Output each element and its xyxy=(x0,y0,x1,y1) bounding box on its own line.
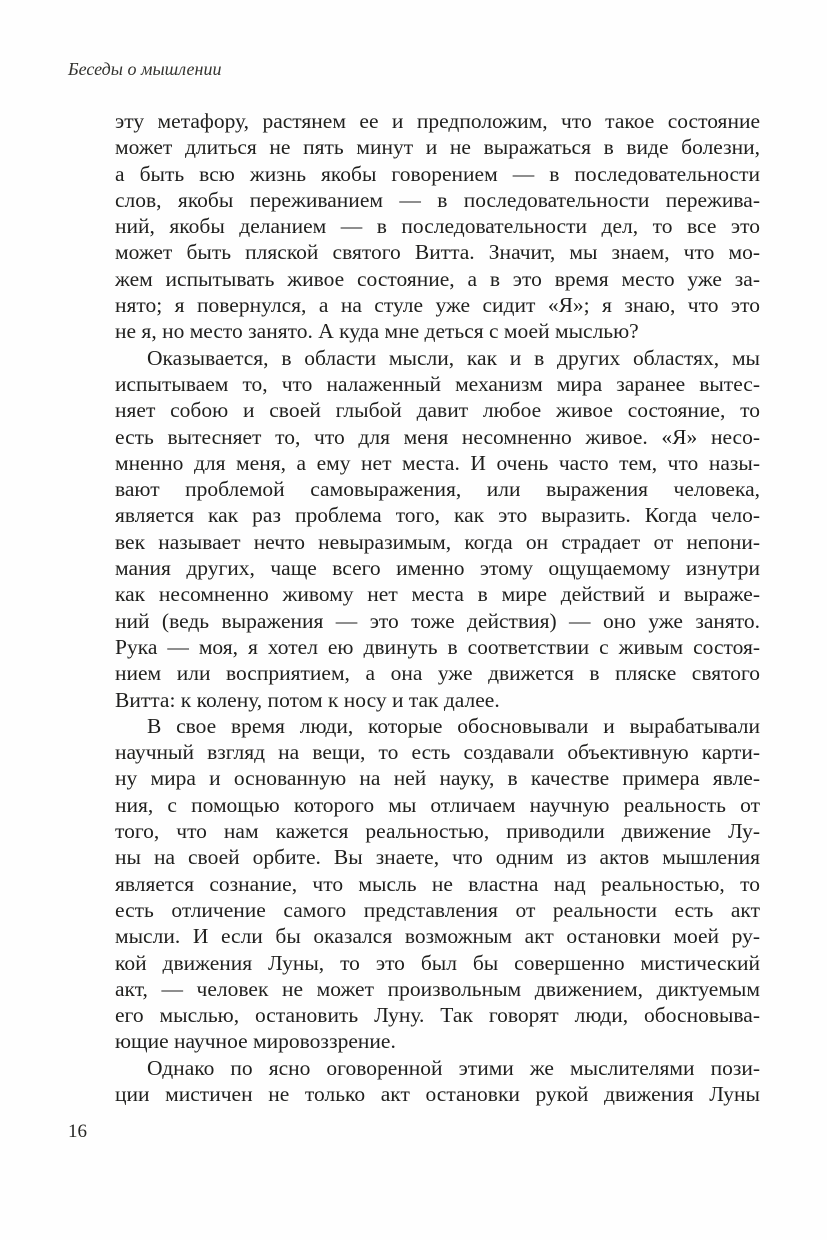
text-line: как несомненно живому нет места в мире действий и выраже- xyxy=(115,582,760,607)
text-line: ний, якобы деланием — в последовательности дел, то все это xyxy=(115,214,760,239)
text-line: вают проблемой самовыражения, или выражения человека, xyxy=(115,477,760,502)
text-line: является сознание, что мысль не властна над реальностью, то xyxy=(115,871,760,896)
text-line: мания других, чаще всего именно этому ощущаемому изнутри xyxy=(115,556,760,581)
text-line: ний (ведь выражения — это тоже действия) — оно уже занято. xyxy=(115,608,760,633)
text-line: ну мира и основанную на ней науку, в качестве примера явле- xyxy=(115,766,760,791)
text-line: того, что нам кажется реальностью, приводили движение Лу- xyxy=(115,819,760,844)
text-line: научный взгляд на вещи, то есть создавали объективную карти- xyxy=(115,740,760,765)
text-line: его мыслью, остановить Луну. Так говорят люди, обосновыва- xyxy=(115,1003,760,1028)
text-line: ющие научное мировоззрение. xyxy=(115,1029,396,1054)
text-line: является как раз проблема того, как это выразить. Когда чело- xyxy=(115,503,760,528)
text-line: есть вытесняет то, что для меня несомненно живое. «Я» несо- xyxy=(115,424,760,449)
paragraph xyxy=(115,108,760,345)
running-header: Беседы о мышлении xyxy=(68,59,222,79)
text-line: не я, но место занято. А куда мне деться с моей мыслью? xyxy=(115,319,639,344)
text-line: а быть всю жизнь якобы говорением — в последовательности xyxy=(115,161,760,186)
text-line: акт, — человек не может произвольным движением, диктуемым xyxy=(115,976,760,1001)
text-line: Однако по ясно оговоренной этими же мыслителями пози- xyxy=(147,1055,760,1080)
text-line: эту метафору, растянем ее и предположим, что такое состояние xyxy=(115,109,760,133)
text-line: Оказывается, в области мысли, как и в других областях, мы xyxy=(147,345,760,370)
text-line: Рука — моя, я хотел ею двинуть в соответствии с живым состоя- xyxy=(115,634,760,659)
text-line: ции мистичен не только акт остановки рукой движения Луны xyxy=(115,1081,760,1106)
text-line: кой движения Луны, то это был бы совершенно мистический xyxy=(115,950,760,975)
text-line: век называет нечто невыразимым, когда он страдает от непони- xyxy=(115,529,760,554)
page-number: 16 xyxy=(68,1121,87,1142)
text-line: есть отличение самого представления от реальности есть акт xyxy=(115,897,760,922)
text-line: ния, с помощью которого мы отличаем научную реальность от xyxy=(115,792,760,817)
text-line: жем испытывать живое состояние, а в это время место уже за- xyxy=(115,266,760,291)
text-line: нием или восприятием, а она уже движется в пляске святого xyxy=(115,661,760,686)
text-line: мысли. И если бы оказался возможным акт остановки моей ру- xyxy=(115,924,760,949)
text-line: может длиться не пять минут и не выражаться в виде болезни, xyxy=(115,135,760,160)
text-line: В свое время люди, которые обосновывали и вырабатывали xyxy=(147,713,760,738)
paragraph xyxy=(115,345,760,713)
text-line: слов, якобы переживанием — в последовательности пережива- xyxy=(115,187,760,212)
text-line: мненно для меня, а ему нет места. И очень часто тем, что назы- xyxy=(115,450,760,475)
text-line: испытываем то, что налаженный механизм мира заранее вытес- xyxy=(115,371,760,396)
body-text xyxy=(115,108,760,1107)
text-line: ны на своей орбите. Вы знаете, что одним из актов мышления xyxy=(115,845,760,870)
paragraph xyxy=(115,1055,760,1108)
text-line: нято; я повернулся, а на стуле уже сидит «Я»; я знаю, что это xyxy=(115,293,760,318)
text-line: няет собою и своей глыбой давит любое живое состояние, то xyxy=(115,398,760,423)
text-line: Витта: к колену, потом к носу и так далее. xyxy=(115,687,500,712)
text-line: может быть пляской святого Витта. Значит, мы знаем, что мо- xyxy=(115,240,760,265)
paragraph xyxy=(115,713,760,1055)
